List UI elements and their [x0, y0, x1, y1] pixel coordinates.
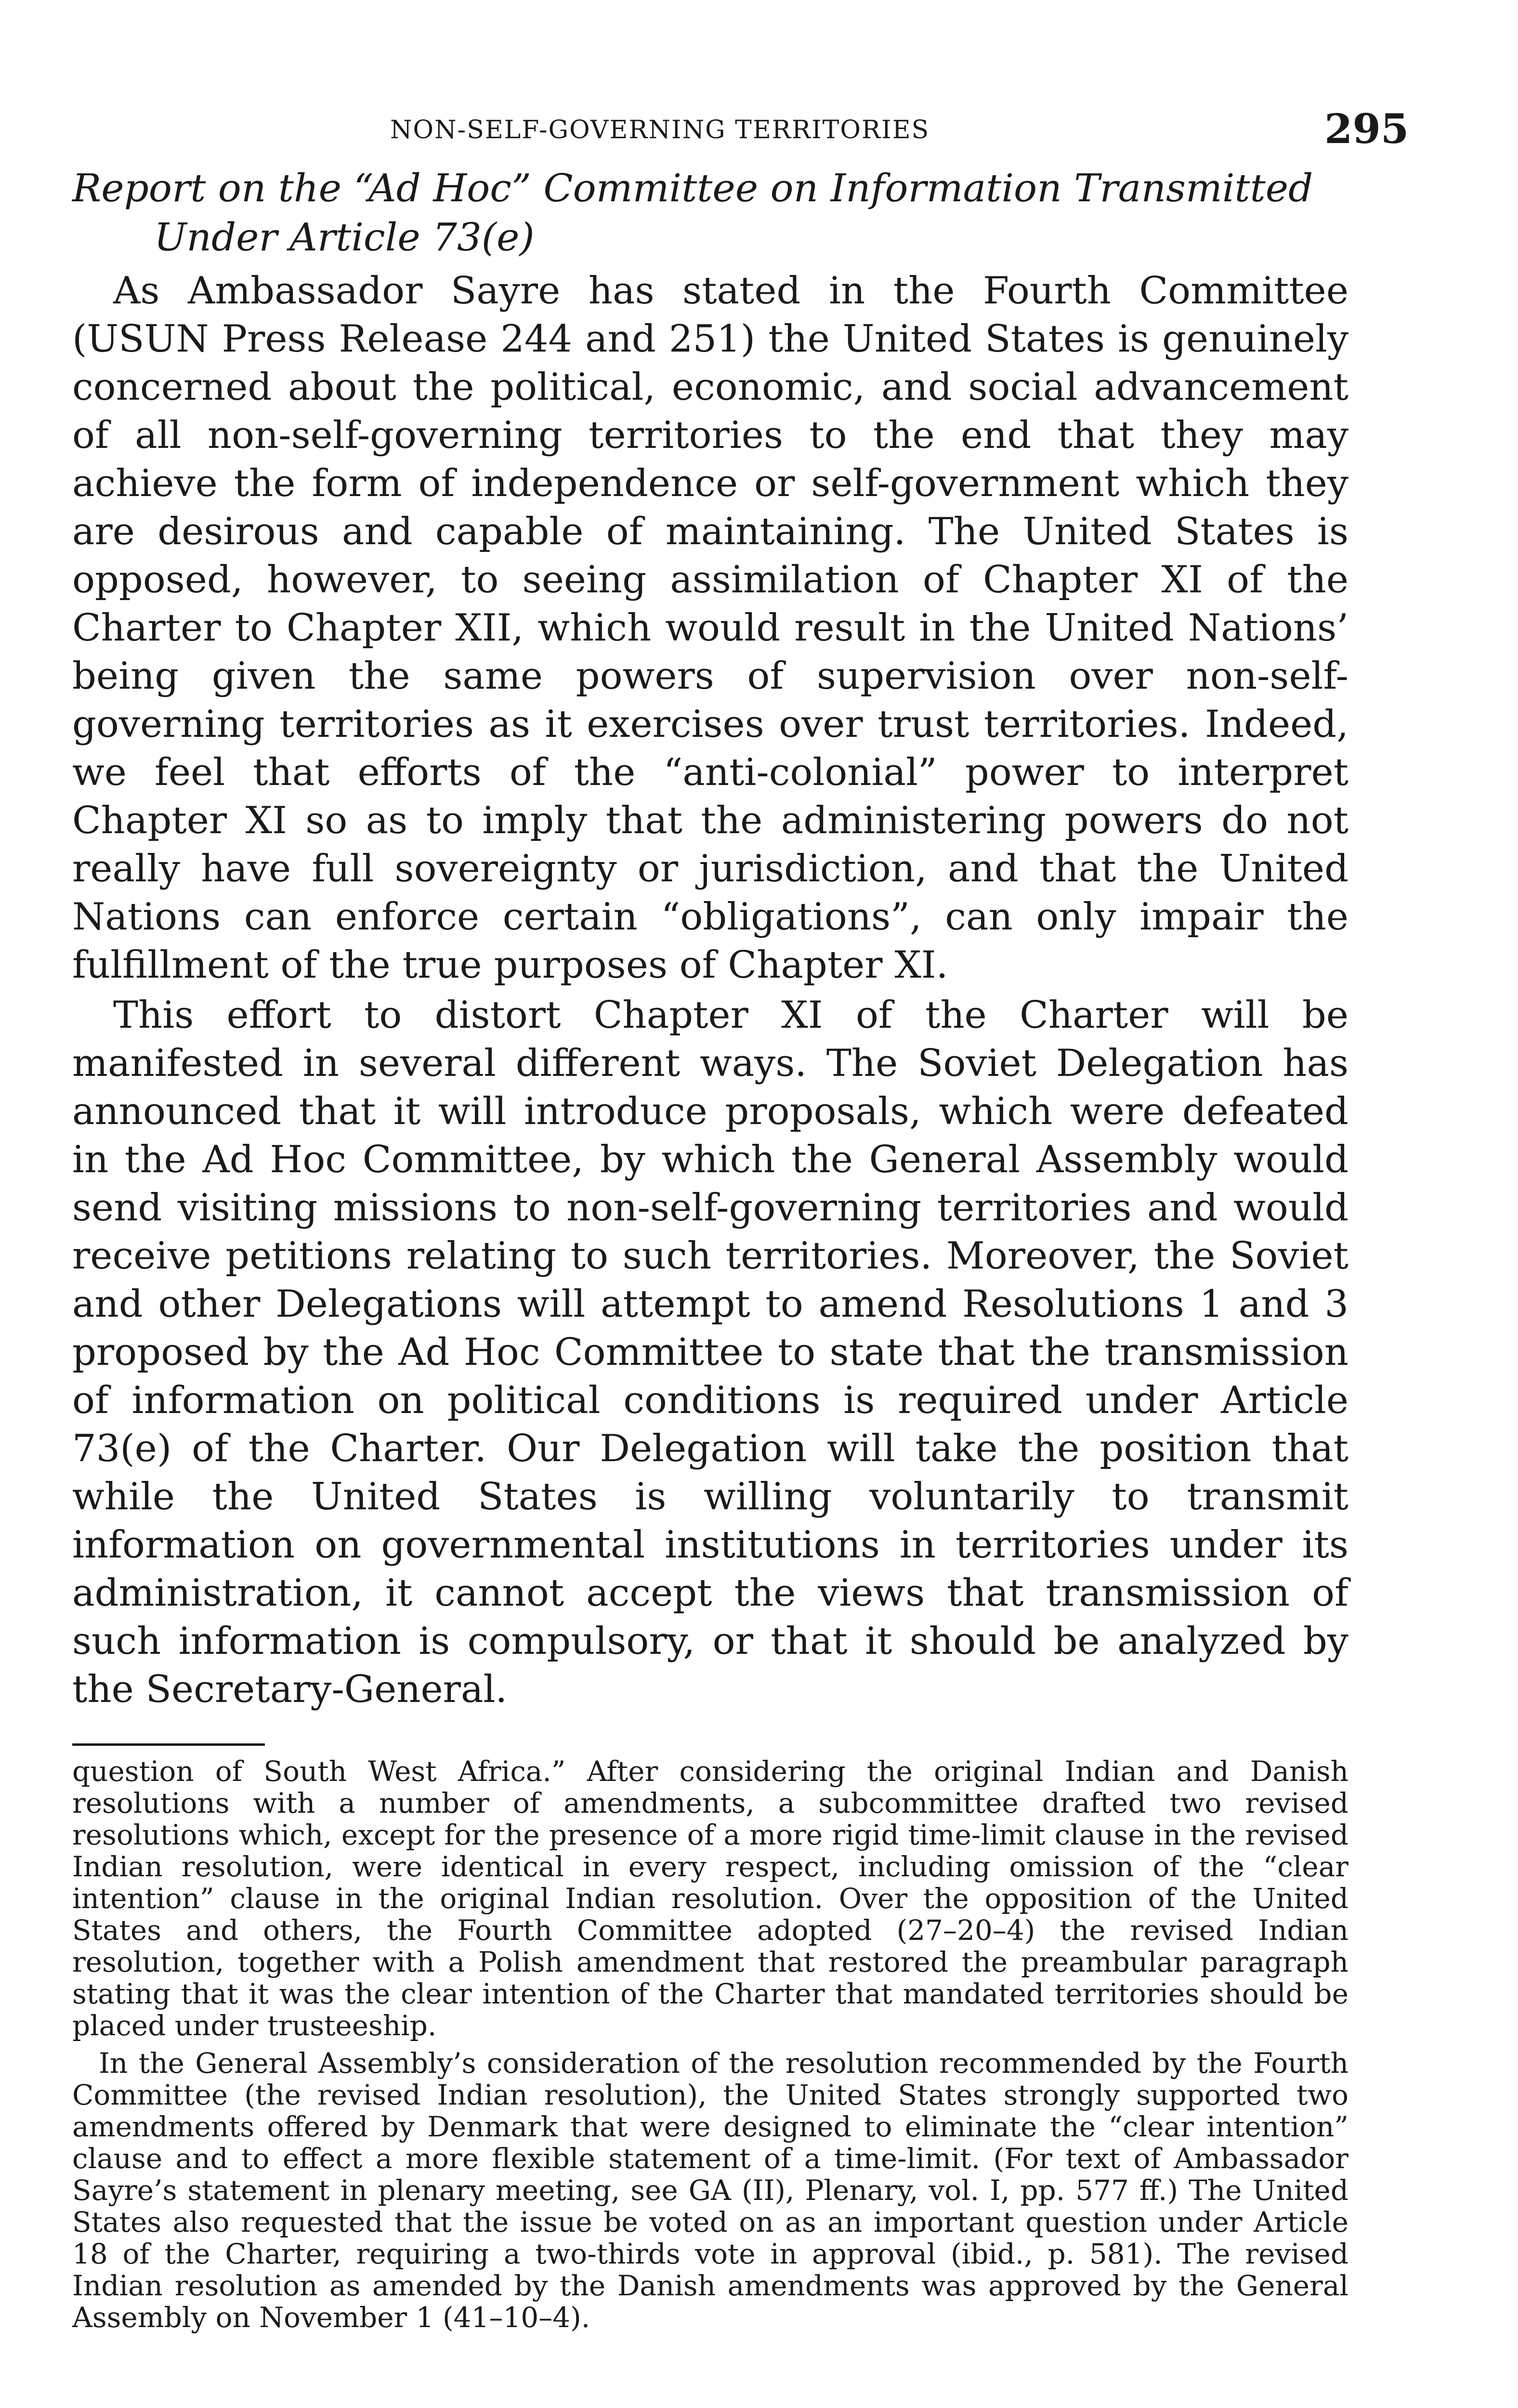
section-heading: Report on the “Ad Hoc” Committee on Information Transmitted Under Article 73(e) [72, 166, 1313, 260]
footnote-continuation: question of South West Africa.” After considering the original Indian and Danish resolutions with a number of amendments, a subcommittee drafted two revised resolutions which, except for the presence of a more rigid time-limit clause in the revised Indian resolution, were identical in every respect, including omission of the “clear intention” clause in the original Indian resolution. Over the opposition of the United States and others, the Fourth Committee adopted (27–20–4) the revised Indian resolution, together with a Polish amendment that restored the preambular paragraph stating that it was the clear intention of the Charter that mandated territories should be placed under trusteeship. [72, 1755, 1348, 2042]
footnote-separator [72, 1743, 265, 1746]
running-header [72, 105, 1409, 164]
document-page [72, 105, 1409, 2334]
page-number: 295 [1324, 105, 1409, 153]
running-title: NON-SELF-GOVERNING TERRITORIES [390, 116, 930, 144]
body-paragraph-1: As Ambassador Sayre has stated in the Fourth Committee (USUN Press Release 244 and 251) the United States is genuinely concerned about the political, economic, and social advancement of all non-self-governing territories to the end that they may achieve the form of independence or self-government which they are desirous and capable of maintaining. The United States is opposed, however, to seeing assimilation of Chapter XI of the Charter to Chapter XII, which would result in the United Nations’ being given the same powers of supervision over non-self-governing territories as it exercises over trust territories. Indeed, we feel that efforts of the “anti-colonial” power to interpret Chapter XI so as to imply that the administering powers do not really have full sovereignty or jurisdiction, and that the United Nations can enforce certain “obligations”, can only impair the fulfillment of the true purposes of Chapter XI. [72, 269, 1348, 987]
footnote-paragraph: In the General Assembly’s consideration of the resolution recommended by the Fourth Committee (the revised Indian resolution), the United States strongly supported two amendments offered by Denmark that were designed to eliminate the “clear intention” clause and to effect a more flexible statement of a time-limit. (For text of Ambassador Sayre’s statement in plenary meeting, see GA (II), Plenary, vol. I, pp. 577 ff.) The United States also requested that the issue be voted on as an important question under Article 18 of the Charter, requiring a two-thirds vote in approval (ibid., p. 581). The revised Indian resolution as amended by the Danish amendments was approved by the General Assembly on November 1 (41–10–4). [72, 2047, 1348, 2334]
body-paragraph-2: This effort to distort Chapter XI of the Charter will be manifested in several different ways. The Soviet Delegation has announced that it will introduce proposals, which were defeated in the Ad Hoc Committee, by which the General Assembly would send visiting missions to non-self-governing territories and would receive petitions relating to such territories. Moreover, the Soviet and other Delegations will attempt to amend Resolutions 1 and 3 proposed by the Ad Hoc Committee to state that the transmission of information on political conditions is required under Article 73(e) of the Charter. Our Delegation will take the position that while the United States is willing voluntarily to transmit information on governmental institutions in territories under its administration, it cannot accept the views that transmission of such information is compulsory, or that it should be analyzed by the Secretary-General. [72, 994, 1348, 1711]
